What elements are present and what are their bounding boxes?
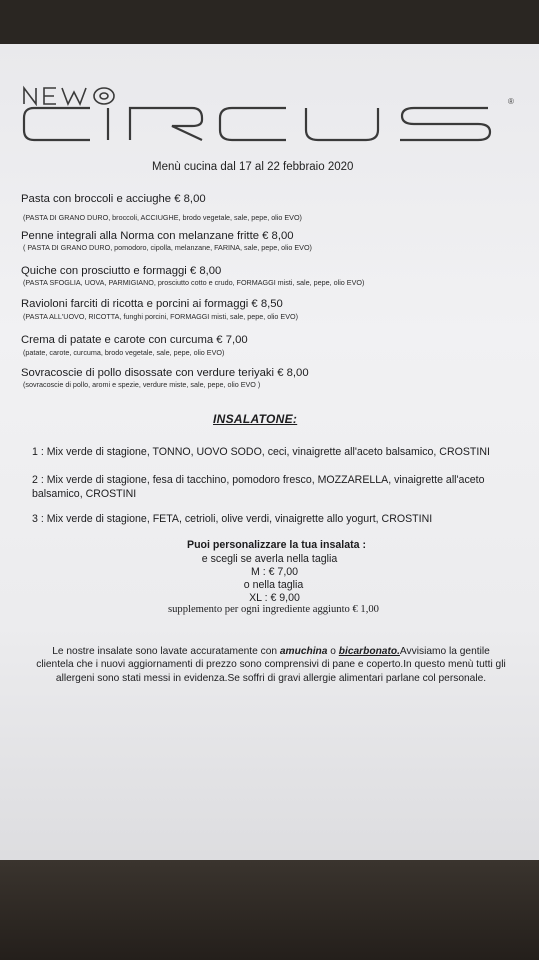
new-circus-logo — [22, 84, 514, 144]
hygiene-allergen-notice — [36, 645, 506, 685]
notice-text: Avvisiamo la gentile clientela che i nuovi aggiornamenti di prezzo sono comprensivi di pane e coperto.In questo menù tutti gli allergeni sono stati messi in evidenza.Se soffri di gravi allergie alimentari parlane col personale. — [36, 646, 506, 684]
menu-date-subtitle: Menù cucina dal 17 al 22 febbraio 2020 — [152, 161, 354, 173]
dish-name: Quiche con prosciutto e formaggi € 8,00 — [21, 265, 222, 277]
supplement-note: supplemento per ogni ingrediente aggiunto € 1,00 — [168, 604, 379, 615]
salad-item: 3 : Mix verde di stagione, FETA, cetrioli, olive verdi, vinaigrette allo yogurt, CROSTINI — [32, 513, 433, 525]
customize-heading: Puoi personalizzare la tua insalata : — [187, 539, 366, 551]
dish-ingredients: (PASTA SFOGLIA, UOVA, PARMIGIANO, prosciutto cotto e crudo, FORMAGGI misti, sale, pepe, olio EVO) — [23, 278, 365, 287]
table-surface — [0, 860, 539, 960]
logo-circus-wordmark — [22, 104, 502, 144]
dish-name: Sovracoscie di pollo disossate con verdure teriyaki € 8,00 — [21, 367, 309, 379]
dish-ingredients: ( PASTA DI GRANO DURO, pomodoro, cipolla, melanzane, FARINA, sale, pepe, olio EVO) — [23, 243, 312, 252]
dish-name: Crema di patate e carote con curcuma € 7,00 — [21, 334, 248, 346]
dish-ingredients: (PASTA DI GRANO DURO, broccoli, ACCIUGHE, brodo vegetale, sale, pepe, olio EVO) — [23, 213, 302, 222]
dish-ingredients: (patate, carote, curcuma, brodo vegetale, sale, pepe, olio EVO) — [23, 348, 225, 357]
notice-amuchina: amuchina — [279, 646, 328, 657]
dish-name: Ravioloni farciti di ricotta e porcini ai formaggi € 8,50 — [21, 298, 283, 310]
logo-new-wordmark — [22, 84, 152, 106]
size-xl-price: XL : € 9,00 — [249, 592, 300, 604]
customize-line: e scegli se averla nella taglia — [201, 553, 338, 565]
notice-text: Le nostre insalate sono lavate accuratamente con — [52, 646, 280, 657]
salad-item: 2 : Mix verde di stagione, fesa di tacchino, pomodoro fresco, MOZZARELLA, vinaigrette all'aceto balsamico, CROSTINI — [32, 474, 485, 500]
customize-line: o nella taglia — [243, 579, 304, 591]
dish-ingredients: (sovracoscie di pollo, aromi e spezie, verdure miste, sale, pepe, olio EVO ) — [23, 380, 261, 389]
registered-mark: ® — [508, 97, 514, 106]
salad-item: 1 : Mix verde di stagione, TONNO, UOVO SODO, ceci, vinaigrette all'aceto balsamico, CROSTINI — [32, 446, 490, 458]
dish-name: Penne integrali alla Norma con melanzane fritte € 8,00 — [21, 230, 294, 242]
salads-section-title: INSALATONE: — [213, 412, 298, 426]
dish-ingredients: (PASTA ALL'UOVO, RICOTTA, funghi porcini, FORMAGGI misti, sale, pepe, olio EVO) — [23, 312, 298, 321]
notice-text: o — [327, 646, 339, 657]
size-m-price: M : € 7,00 — [250, 566, 299, 578]
notice-bicarbonato: bicarbonato. — [338, 646, 400, 657]
dish-name: Pasta con broccoli e acciughe € 8,00 — [21, 193, 206, 205]
